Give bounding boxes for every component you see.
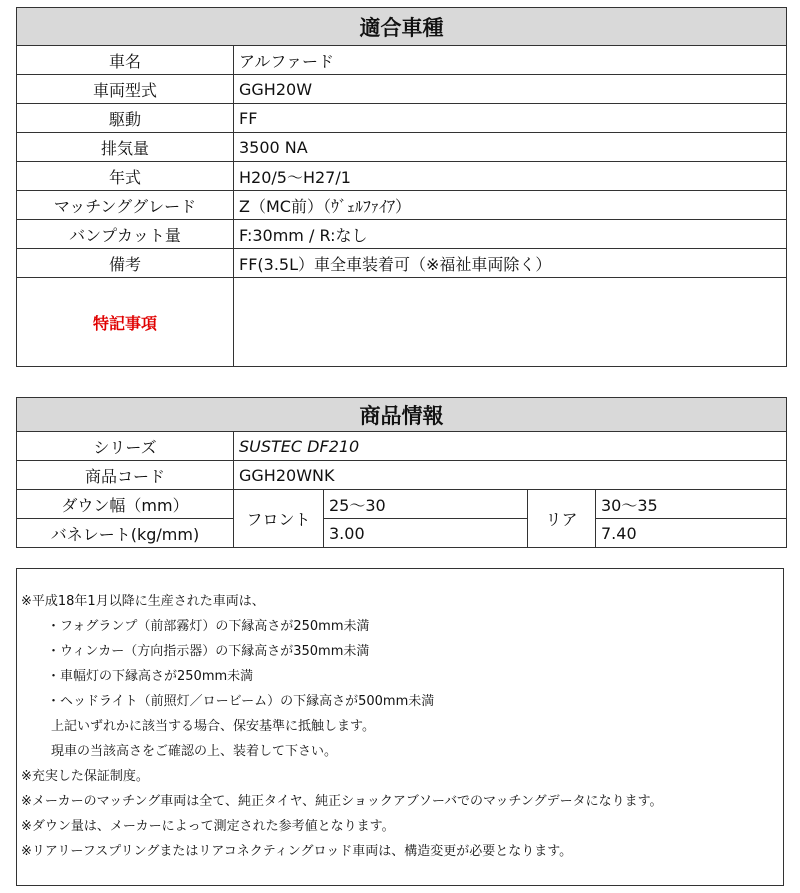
- year-value: H20/5〜H27/1: [234, 162, 787, 191]
- note-line: ※メーカーのマッチング車両は全て、純正タイヤ、純正ショックアブソーバでのマッチングデータになります。: [21, 794, 663, 809]
- front-rate-value: 3.00: [324, 519, 528, 548]
- grade-label: マッチンググレード: [17, 191, 234, 220]
- note-line: ※充実した保証制度。: [21, 769, 149, 784]
- front-down-value: 25〜30: [324, 490, 528, 519]
- table-row: [17, 278, 787, 367]
- special-notes-value: [234, 278, 787, 367]
- rear-down-value: 30〜35: [596, 490, 787, 519]
- table-row: [17, 490, 787, 519]
- front-label: フロント: [234, 490, 324, 548]
- table-row: [17, 104, 787, 133]
- drive-label: 駆動: [17, 104, 234, 133]
- note-line: ・ウィンカー（方向指示器）の下縁高さが350mm未満: [47, 644, 370, 659]
- table-row: [17, 191, 787, 220]
- note-line: ・ヘッドライト（前照灯／ロービーム）の下縁高さが500mm未満: [47, 694, 435, 709]
- remarks-value: FF(3.5L）車全車装着可（※福祉車両除く）: [234, 249, 787, 278]
- table-row: [17, 75, 787, 104]
- note-line: ・車幅灯の下縁高さが250mm未満: [47, 669, 254, 684]
- drive-value: FF: [234, 104, 787, 133]
- bump-cut-label: バンプカット量: [17, 220, 234, 249]
- bump-cut-value: F:30mm / R:なし: [234, 220, 787, 249]
- table-row: [17, 461, 787, 490]
- note-line: ※リアリーフスプリングまたはリアコネクティングロッド車両は、構造変更が必要となります。: [21, 844, 573, 859]
- series-label: シリーズ: [17, 432, 234, 461]
- table-row: [17, 432, 787, 461]
- grade-value: Z（MC前）（ｳﾞｪﾙﾌｧｲｱ）: [234, 191, 787, 220]
- series-value: SUSTEC DF210: [234, 432, 787, 461]
- note-line: 現車の当該高さをご確認の上、装着して下さい。: [51, 744, 338, 759]
- table-row: [17, 46, 787, 75]
- note-line: ※平成18年1月以降に生産された車両は、: [21, 594, 265, 609]
- notes-box: [16, 568, 784, 886]
- model-code-value: GGH20W: [234, 75, 787, 104]
- note-line: ※ダウン量は、メーカーによって測定された参考値となります。: [21, 819, 395, 834]
- special-notes-label: 特記事項: [17, 278, 234, 367]
- displacement-value: 3500 NA: [234, 133, 787, 162]
- note-line: 上記いずれかに該当する場合、保安基準に抵触します。: [51, 719, 375, 734]
- car-name-label: 車名: [17, 46, 234, 75]
- product-table: [16, 397, 787, 548]
- displacement-label: 排気量: [17, 133, 234, 162]
- rear-label: リア: [528, 490, 596, 548]
- spring-rate-label: バネレート(kg/mm): [17, 519, 234, 548]
- note-line: ・フォグランプ（前部霧灯）の下縁高さが250mm未満: [47, 619, 370, 634]
- product-code-label: 商品コード: [17, 461, 234, 490]
- rear-rate-value: 7.40: [596, 519, 787, 548]
- table-row: [17, 249, 787, 278]
- table-row: [17, 220, 787, 249]
- down-range-label: ダウン幅（mm）: [17, 490, 234, 519]
- table-row: [17, 162, 787, 191]
- fitment-title: 適合車種: [17, 8, 787, 46]
- year-label: 年式: [17, 162, 234, 191]
- table-row: [17, 519, 787, 548]
- fitment-table: [16, 7, 787, 367]
- table-row: [17, 133, 787, 162]
- product-title: 商品情報: [17, 398, 787, 432]
- model-code-label: 車両型式: [17, 75, 234, 104]
- product-code-value: GGH20WNK: [234, 461, 787, 490]
- car-name-value: アルファード: [234, 46, 787, 75]
- remarks-label: 備考: [17, 249, 234, 278]
